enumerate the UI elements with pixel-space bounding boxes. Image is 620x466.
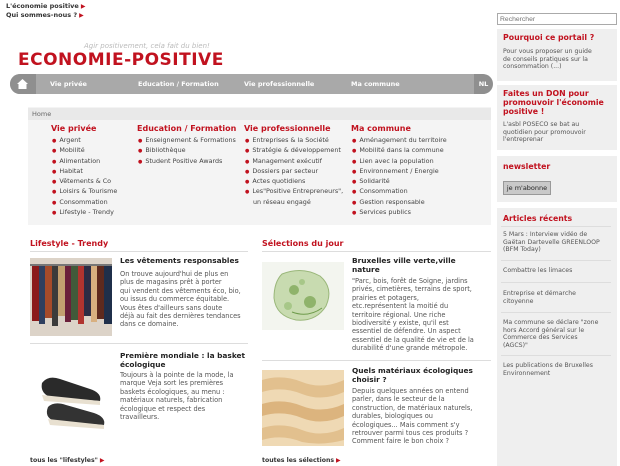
list-item[interactable]: ● Student Positive Awards [138,156,223,165]
article-text: On trouve aujourd'hui de plus en plus de magasins prêt à porter qui vendent des vêtements éco, bio, ou issus du commerce équitable. Vous êtes d'ailleurs sans doute déjà au fait des dernières tendances dans ce domaine. [120,270,241,329]
arrow-right-icon: ▶ [336,457,341,464]
bullet-icon: ● [352,138,357,144]
bullet-icon: ● [245,158,250,165]
arrow-right-icon: ▶ [79,12,84,19]
list-item[interactable]: ● Dossiers par secteur [245,166,319,175]
article-title[interactable]: Les vêtements responsables [120,256,239,265]
bullet-icon: ● [352,148,357,155]
recent-article-item[interactable]: Ma commune se déclare "zone hors Accord général sur le Commerce des Services (AGCS)" [503,319,599,349]
bullet-icon: ● [52,168,57,175]
bullet-icon: ● [52,189,57,196]
bullet-icon: ● [138,138,143,144]
list-item[interactable]: ● Loisirs & Tourisme [52,187,118,196]
article-title[interactable]: Première mondiale : la basket écologique [120,351,246,369]
breadcrumb[interactable]: Home [28,108,491,120]
list-item[interactable]: ● Actes quotidiens [245,177,306,186]
list-item[interactable]: ● Habitat [52,166,83,175]
top-link-qui[interactable]: Qui sommes-nous ? ▶ [6,11,84,19]
col-title-ma-commune[interactable]: Ma commune [351,124,411,133]
list-item[interactable]: ● Stratégie & développement [245,146,341,155]
list-item[interactable]: ● Entreprises & la Société [245,136,329,144]
nav-education[interactable]: Education / Formation [138,80,219,88]
brussels-map-image[interactable] [262,262,344,330]
col-list-education [138,136,236,167]
arrow-right-icon: ▶ [99,457,105,464]
recent-article-item[interactable]: Les publications de Bruxelles Environnement [503,362,593,377]
subscribe-button[interactable]: je m'abonne [503,181,551,195]
article-text: "Parc, bois, forêt de Soigne, jardins privés, cimetières, terrains de sport, prairies et potagers, etc.représentent la moitié du territoire régional. Une riche biodiversité y existe, qu'il est essentiel de défendre. Un aspect essentiel de la qualité de vie et de la durabilité d'une grande métropole. [352,277,474,353]
bullet-icon: ● [245,148,250,155]
sneaker-picture [30,355,112,435]
nav-ma-commune[interactable]: Ma commune [351,80,400,88]
brussels-green-map [262,262,344,330]
col-title-vie-professionnelle[interactable]: Vie professionnelle [244,124,331,133]
article-text: Depuis quelques années on entend parler, dans le secteur de la construction, de matériaux naturels, durables, biologiques ou écologiques... Mais comment s'y retrouver parmi tous ces produits ? Comment faire le bon choix ? [352,387,473,446]
recent-article-item[interactable]: Combattre les limaces [503,267,573,274]
insulation-material-picture [262,370,344,446]
bullet-icon: ● [245,189,250,196]
col-list-ma-commune [352,136,447,218]
nav-vie-professionnelle[interactable]: Vie professionnelle [244,80,315,88]
all-lifestyles-link[interactable]: tous les "lifestyles" ▶ [30,457,105,464]
list-item[interactable]: ● Aménagement du territoire [352,136,447,144]
list-item[interactable]: ● Lifestyle - Trendy [52,208,114,217]
top-link-economie[interactable]: L'économie positive ▶ [6,2,86,10]
list-item[interactable]: ● Enseignement & Formations [138,136,236,144]
divider [501,260,611,261]
divider [262,360,491,361]
bullet-icon: ● [245,138,250,144]
portal-title[interactable]: Pourquoi ce portail ? [503,33,595,42]
divider [262,251,491,252]
list-item[interactable]: ● Consommation [352,187,408,196]
list-item[interactable]: ● Consommation [52,197,108,206]
search-input[interactable] [497,13,617,25]
col-title-vie-privee[interactable]: Vie privée [51,124,97,133]
bullet-icon: ● [245,168,250,175]
sneaker-image[interactable] [30,355,112,435]
bullet-icon: ● [352,210,357,217]
bullet-icon: ● [352,199,357,206]
nav-vie-privee[interactable]: Vie privée [50,80,87,88]
article-title[interactable]: Quels matériaux écologiques choisir ? [352,366,473,384]
bullet-icon: ● [52,158,57,165]
arrow-right-icon: ▶ [80,3,86,10]
recent-article-item[interactable]: 5 Mars : Interview vidéo de Gaëtan Dartevelle GREENLOOP (BFM Today) [503,231,600,254]
list-item[interactable]: ● Argent [52,136,81,144]
list-item[interactable]: ● Lien avec la population [352,156,434,165]
bullet-icon: ● [52,138,57,144]
list-item[interactable]: ● Mobilité dans la commune [352,146,444,155]
divider [501,282,611,283]
donation-title[interactable]: Faites un DON pour promouvoir l'économie positive ! [503,89,604,116]
recent-articles-title: Articles récents [503,214,573,223]
col-list-vie-privee [52,136,117,218]
bullet-icon: ● [245,179,250,186]
bullet-icon: ● [352,158,357,165]
bullet-icon: ● [138,158,143,165]
bullet-icon: ● [52,199,57,206]
selections-heading[interactable]: Sélections du jour [262,239,344,248]
bullet-icon: ● [352,179,357,186]
article-title[interactable]: Bruxelles ville verte,ville nature [352,256,456,274]
list-item[interactable]: ● Vêtements & Co [52,177,112,186]
home-icon [17,79,28,89]
recent-article-item[interactable]: Entreprise et démarche citoyenne [503,290,576,305]
col-list-vie-professionnelle [245,136,343,207]
nl-language-button[interactable]: NL [474,74,493,94]
tagline: Agir positivement, cela fait du bien! [84,42,210,50]
article-text: Toujours à la pointe de la mode, la marque Veja sort les premières baskets écologiques, au menu : matériaux naturels, fabrication écologique et respect des travailleurs. [120,371,234,422]
list-item[interactable]: ● Management exécutif [245,156,322,165]
bullet-icon: ● [52,179,57,186]
donation-text: L'asbl POSECO se bat au quotidien pour promouvoir l'entreprenar [503,121,586,144]
newsletter-title: newsletter [503,162,551,171]
site-logo[interactable]: ECONOMIE-POSITIVE [18,50,224,70]
list-item[interactable]: ● Solidarité [352,177,390,186]
portal-text: Pour vous proposer un guide de conseils pratiques sur la consommation (...) [503,48,592,71]
divider [501,355,611,356]
lifestyle-heading[interactable]: Lifestyle - Trendy [30,239,109,248]
bullet-icon: ● [52,210,57,217]
list-item[interactable]: ● Services publics [352,208,411,217]
divider [30,343,248,344]
insulation-image[interactable] [262,370,344,446]
bullet-icon: ● [138,148,143,155]
clothing-rack-image[interactable] [30,258,112,336]
list-item[interactable]: ● Alimentation [52,156,101,165]
clothing-rack-picture [30,258,112,336]
home-button[interactable] [10,74,36,94]
list-item[interactable]: ● Bibliothèque [138,146,186,155]
list-item[interactable]: un réseau engagé [253,197,311,206]
all-selections-link[interactable]: toutes les sélections ▶ [262,457,341,464]
list-item[interactable]: ● Mobilité [52,146,85,155]
bullet-icon: ● [52,148,57,155]
list-item[interactable]: ● Environnement / Energie [352,166,439,175]
list-item[interactable]: ● Les"Positive Entrepreneurs", [245,187,344,196]
divider [501,226,611,227]
list-item[interactable]: ● Gestion responsable [352,197,425,206]
divider [501,312,611,313]
bullet-icon: ● [352,189,357,196]
top-links [6,2,85,20]
bullet-icon: ● [352,168,357,175]
col-title-education[interactable]: Education / Formation [137,124,237,133]
divider [30,251,248,252]
